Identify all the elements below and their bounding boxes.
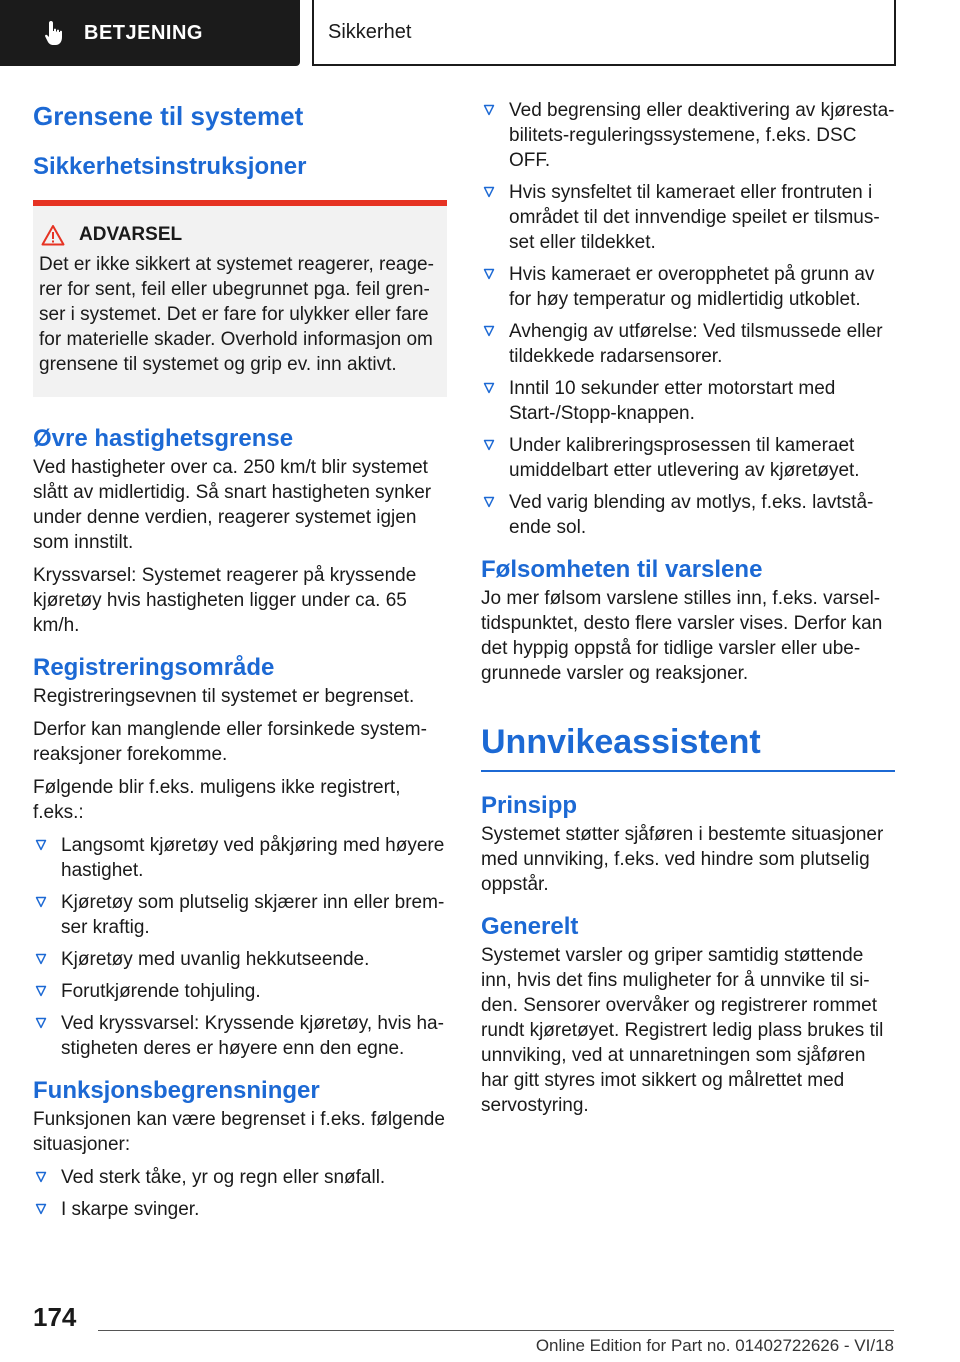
list-item: Hvis synsfeltet til kameraet eller frontruten i området til det innvendige speilet er tilsmusset eller tildekket. bbox=[481, 180, 895, 255]
detection-heading: Registreringsområde bbox=[33, 654, 275, 681]
principle-heading: Prinsipp bbox=[481, 792, 578, 819]
left-column bbox=[33, 98, 447, 1230]
section-label: Sikkerhet bbox=[328, 20, 412, 43]
bullet-triangle-icon bbox=[483, 268, 495, 280]
bullet-triangle-icon bbox=[483, 186, 495, 198]
list-item: Langsomt kjøretøy ved påkjøring med høyere hastighet. bbox=[33, 833, 447, 883]
list-item: I skarpe svinger. bbox=[33, 1197, 447, 1222]
footer-divider bbox=[98, 1330, 894, 1331]
detection-text-1: Registreringsevnen til systemet er begrenset. bbox=[33, 686, 415, 707]
warning-title bbox=[39, 224, 441, 246]
speed-limit-heading: Øvre hastighetsgrense bbox=[33, 425, 294, 452]
function-limits-heading: Funksjonsbegrensninger bbox=[33, 1077, 320, 1104]
page-footer bbox=[0, 1290, 960, 1362]
list-item: Ved varig blending av motlys, f.eks. lavtstående sol. bbox=[481, 490, 895, 540]
cross-warning-text: Kryssvarsel: Systemet reagerer på kryssende kjøretøy hvis hastigheten ligger under ca. 65 km/h. bbox=[33, 565, 417, 636]
list-item: Ved begrensing eller deaktivering av kjørestabilitets-reguleringssystemene, f.eks. DSC OFF. bbox=[481, 98, 895, 173]
bullet-triangle-icon bbox=[35, 953, 47, 965]
page-header bbox=[0, 0, 960, 66]
section-header bbox=[312, 0, 896, 66]
list-item: Avhengig av utførelse: Ved tilsmussede eller tildekkede radarsensorer. bbox=[481, 319, 895, 369]
bullet-triangle-icon bbox=[483, 439, 495, 451]
list-item: Hvis kameraet er overopphetet på grunn av for høy temperatur og midlertidig utkoblet. bbox=[481, 262, 895, 312]
bullet-triangle-icon bbox=[35, 1203, 47, 1215]
warning-label: ADVARSEL bbox=[79, 224, 183, 245]
speed-limit-text: Ved hastigheter over ca. 250 km/t blir systemet slått av midlertidig. Så snart hastigheten synker under denne verdien, reagerer systemet igjen som innstilt. bbox=[33, 457, 432, 553]
bullet-triangle-icon bbox=[35, 839, 47, 851]
bullet-triangle-icon bbox=[483, 104, 495, 116]
safety-subtitle: Sikkerhetsinstruksjoner bbox=[33, 153, 307, 180]
function-limits-list bbox=[33, 1165, 447, 1222]
bullet-triangle-icon bbox=[35, 1017, 47, 1029]
warning-text: Det er ikke sikkert at systemet reagerer, reagerer for sent, feil eller ubegrunnet pga. feil grenser i systemet. Det er fare for ulykker eller fare for materielle skader. Overhold informasjon om grensene til systemet og grip ev. inn aktivt. bbox=[39, 254, 434, 375]
warning-box bbox=[33, 200, 447, 397]
detection-text-3: Følgende blir f.eks. muligens ikke registrert, f.eks.: bbox=[33, 777, 401, 823]
bullet-triangle-icon bbox=[35, 896, 47, 908]
list-item: Ved sterk tåke, yr og regn eller snøfall. bbox=[33, 1165, 447, 1190]
general-text: Systemet varsler og griper samtidig støttende inn, hvis det fins muligheter for å unnvike til siden. Sensorer overvåker og registrerer rommet rundt kjøretøyet. Registrert ledig plass brukes til unnviking, ved at unnaretningen som sjåføren har gitt styres imot sikkert og målrettet med servostyring. bbox=[481, 945, 884, 1116]
bullet-triangle-icon bbox=[35, 985, 47, 997]
chapter-tab bbox=[0, 0, 300, 66]
sensitivity-text: Jo mer følsom varslene stilles inn, f.eks. varseltidspunktet, desto flere varsler vises. Derfor kan det hyppig oppstå for tidlige varsler eller ubegrunnede varsler og reaksjoner. bbox=[481, 588, 883, 684]
list-item: Forutkjørende tohjuling. bbox=[33, 979, 447, 1004]
pointing-hand-icon bbox=[40, 18, 70, 48]
function-limits-list-continued bbox=[481, 98, 895, 540]
warning-triangle-icon bbox=[41, 224, 65, 246]
right-column bbox=[481, 98, 895, 1126]
edition-text: Online Edition for Part no. 01402722626 - VI/18 bbox=[535, 1336, 894, 1355]
general-heading: Generelt bbox=[481, 913, 579, 940]
chapter-label: BETJENING bbox=[84, 21, 203, 44]
list-item: Kjøretøy med uvanlig hekkutseende. bbox=[33, 947, 447, 972]
page-title: Grensene til systemet bbox=[33, 101, 304, 131]
principle-text: Systemet støtter sjåføren i bestemte situasjoner med unnviking, f.eks. ved hindre som plutselig oppstår. bbox=[481, 824, 884, 895]
evasion-assistant-title: Unnvikeassistent bbox=[481, 720, 895, 772]
detection-list bbox=[33, 833, 447, 1061]
list-item: Under kalibreringsprosessen til kameraet umiddelbart etter utlevering av kjøretøyet. bbox=[481, 433, 895, 483]
bullet-triangle-icon bbox=[483, 382, 495, 394]
bullet-triangle-icon bbox=[483, 496, 495, 508]
list-item: Kjøretøy som plutselig skjærer inn eller bremser kraftig. bbox=[33, 890, 447, 940]
detection-text-2: Derfor kan manglende eller forsinkede systemreaksjoner forekomme. bbox=[33, 719, 427, 765]
sensitivity-heading: Følsomheten til varslene bbox=[481, 556, 763, 583]
bullet-triangle-icon bbox=[483, 325, 495, 337]
bullet-triangle-icon bbox=[35, 1171, 47, 1183]
list-item: Ved kryssvarsel: Kryssende kjøretøy, hvis hastigheten deres er høyere enn den egne. bbox=[33, 1011, 447, 1061]
page-number: 174 bbox=[33, 1302, 77, 1332]
list-item: Inntil 10 sekunder etter motorstart med Start-/Stopp-knappen. bbox=[481, 376, 895, 426]
function-limits-text: Funksjonen kan være begrenset i f.eks. følgende situasjoner: bbox=[33, 1109, 445, 1155]
